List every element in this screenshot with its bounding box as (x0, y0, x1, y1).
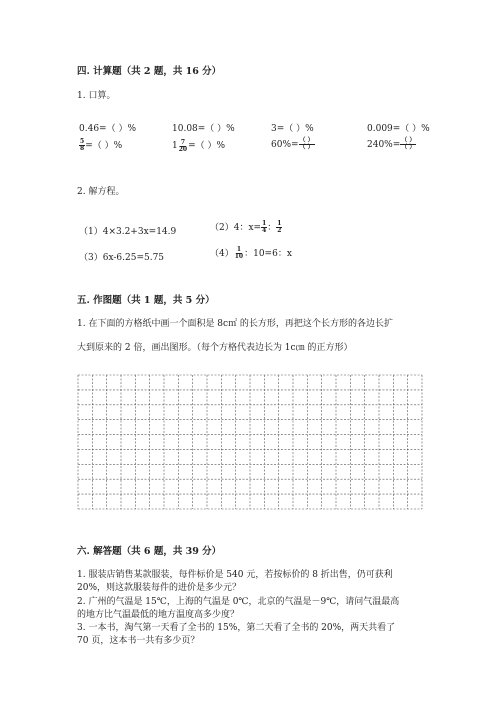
q1-label: 1. 口算。 (77, 91, 116, 101)
calc-item-8: 240%= $\frac{( )}{( )}$ (367, 137, 416, 151)
fraction-7-20: $\frac{7}{20}$ (178, 138, 188, 153)
section4-title: 四. 计算题（共 2 题，共 16 分） (77, 66, 222, 77)
section5-title: 五. 作图题（共 1 题，共 5 分） (77, 295, 215, 306)
problem-line-1: 1. 服装店销售某款服装，每件标价是 540 元，若按标价的 8 折出售，仍可获利 (77, 570, 393, 580)
section6-title: 六. 解答题（共 6 题，共 39 分） (77, 546, 222, 557)
equation-2: （2）4：x= $\frac{1}{4}$ ： $\frac{1}{2}$ (210, 220, 282, 234)
grid-paper[interactable] (77, 374, 423, 513)
q2-label: 2. 解方程。 (77, 187, 125, 197)
calc-item-1: 0.46=（ ）% (79, 124, 136, 134)
grid-svg[interactable] (77, 374, 423, 510)
problem-line-3: 2. 广州的气温是 15℃，上海的气温是 0℃，北京的气温是－9℃，请问气温最高 (77, 597, 400, 607)
fraction-1-4: $\frac{1}{4}$ (262, 220, 267, 234)
drawing-question-line1: 1. 在下面的方格纸中画一个面积是 8c㎡ 的长方形，再把这个长方形的各边长扩 (77, 319, 393, 329)
calc-item-5: $\frac{5}{8}$ =（ ）% (80, 138, 123, 152)
drawing-question-line2: 大到原来的 2 倍，画出图形。（每个方格代表边长为 1c㎝ 的正方形） (77, 343, 353, 353)
calc-item-6: 1 $\frac{7}{20}$ =（ ）% (172, 138, 226, 153)
fraction-1-10: $\frac{1}{10}$ (234, 246, 244, 260)
blank-fraction: $\frac{( )}{( )}$ (401, 137, 416, 151)
calc-item-7: 60%= $\frac{( )}{( )}$ (271, 137, 314, 151)
equation-4: （4） $\frac{1}{10}$ ：10=6：x (210, 246, 292, 260)
problem-line-5: 3. 一本书，淘气第一天看了全书的 15%，第二天看了全书的 20%，两天共看了 (77, 623, 396, 633)
problem-line-2: 20%，则这款服装每件的进价是多少元？ (77, 583, 242, 593)
problem-line-6: 70 页，这本书一共有多少页？ (77, 636, 200, 646)
fraction-1-2: $\frac{1}{2}$ (277, 220, 282, 234)
problem-line-4: 的地方比气温最低的地方温度高多少度？ (77, 610, 240, 620)
calc-item-4: 0.009=（ ）% (367, 124, 430, 134)
calc-item-3: 3=（ ）% (271, 124, 314, 134)
fraction-5-8: $\frac{5}{8}$ (80, 138, 85, 152)
equation-3: （3）6x-6.25=5.75 (79, 253, 165, 263)
blank-fraction: $\frac{( )}{( )}$ (299, 137, 314, 151)
calc-item-2: 10.08=（ ）% (172, 124, 235, 134)
equation-1: （1）4×3.2+3x=14.9 (79, 227, 177, 237)
